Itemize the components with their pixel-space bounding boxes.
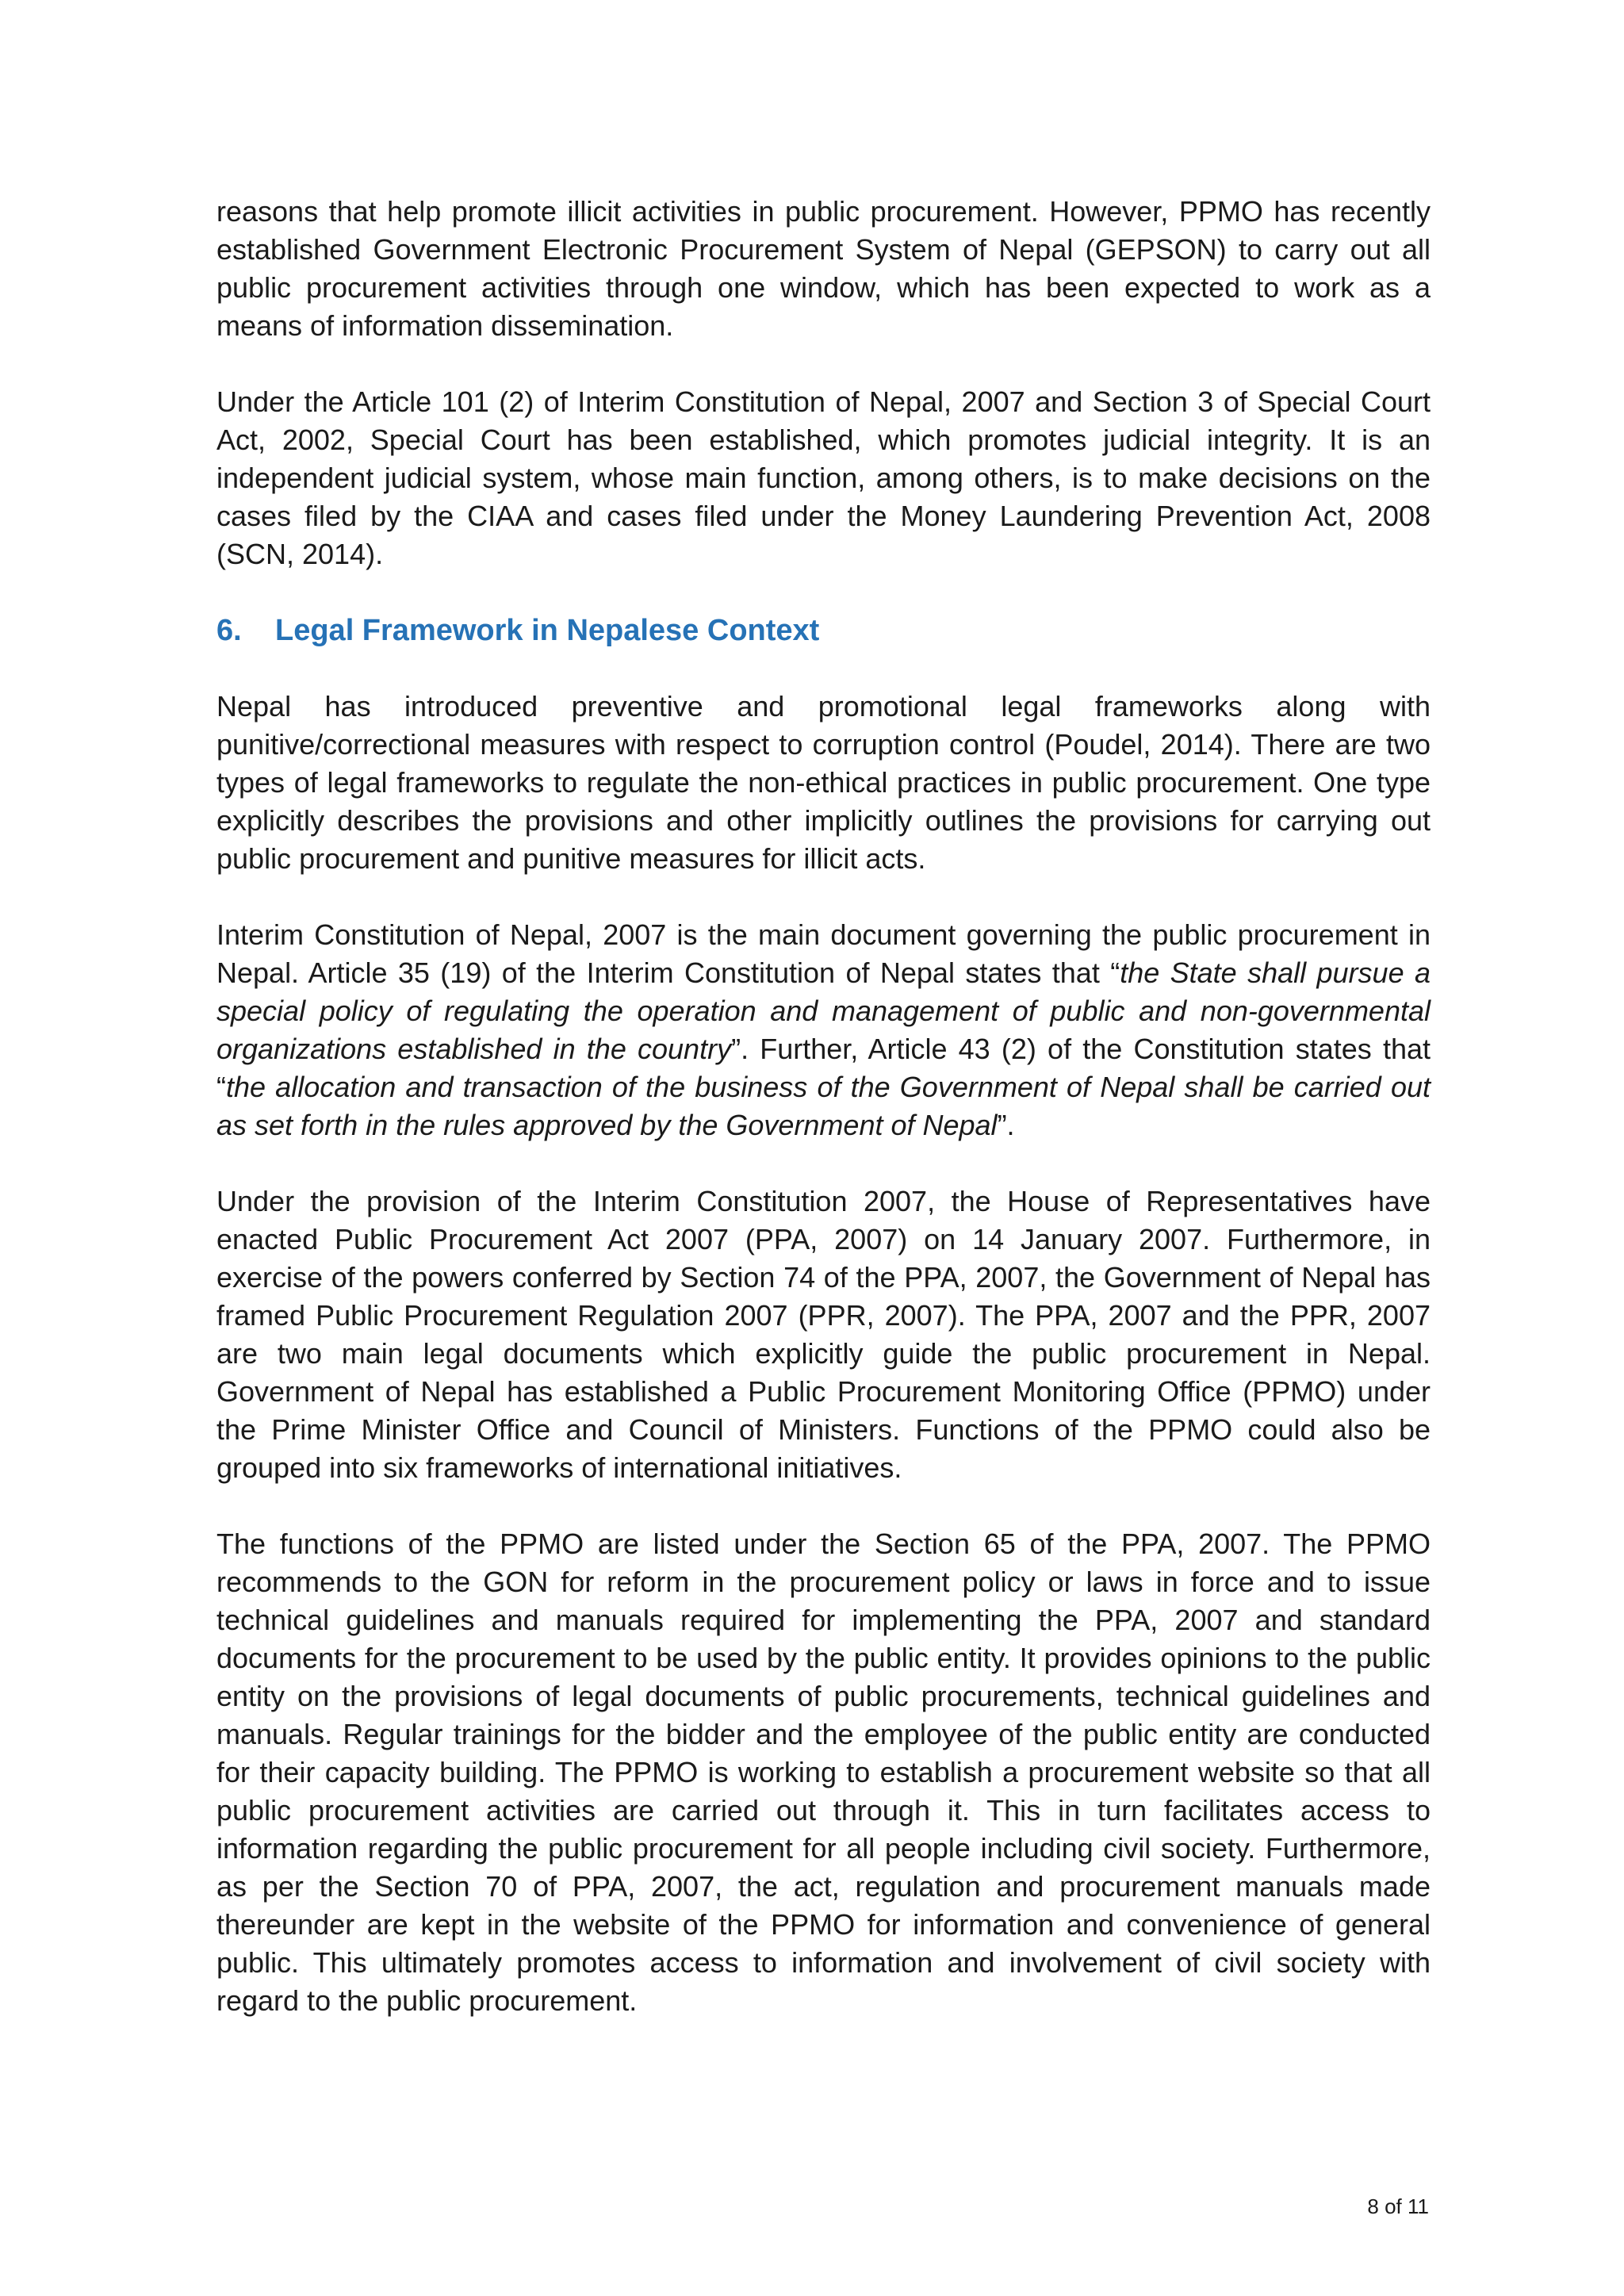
paragraph-gepson: reasons that help promote illicit activities in public procurement. However, PPMO has recently established Government Electronic Procurement System of Nepal (GEPSON) to carry out all public procurement activities through one window, which has been expected to work as a means of information dissemination. — [216, 195, 1431, 342]
paragraph-legal-frameworks: Nepal has introduced preventive and promotional legal frameworks along with punitive/correctional measures with respect to corruption control (Poudel, 2014). There are two types of legal frameworks to regulate the non-ethical practices in public procurement. One type explicitly describes the provisions and other implicitly outlines the provisions for carrying out public procurement and punitive measures for illicit acts. — [216, 690, 1431, 875]
section-number: 6. — [216, 614, 242, 647]
paragraph-ppmo-functions: The functions of the PPMO are listed under the Section 65 of the PPA, 2007. The PPMO recommends to the GON for reform in the procurement policy or laws in force and to issue technical guidelines and manuals required for implementing the PPA, 2007 and standard documents for the procurement to be used by the public entity. It provides opinions to the public entity on the provisions of legal documents of public procurements, technical guidelines and manuals. Regular trainings for the bidder and the employee of the public entity are conducted for their capacity building. The PPMO is working to establish a procurement website so that all public procurement activities are carried out through it. This in turn facilitates access to information regarding the public procurement for all people including civil society. Furthermore, as per the Section 70 of PPA, 2007, the act, regulation and procurement manuals made thereunder are kept in the website of the PPMO for information and convenience of general public. This ultimately promotes access to information and involvement of civil society with regard to the public procurement. — [216, 1527, 1431, 2017]
article-43-quote: the allocation and transaction of the business of the Government of Nepal shall be carried out as set forth in the rules approved by the Government of Nepal — [216, 1071, 1431, 1141]
constitution-text-2: ”. Further, Article 43 (2) of the Constitution states that “ — [216, 1033, 1431, 1103]
page-number: 8 of 11 — [1367, 2194, 1429, 2218]
constitution-text-3: ”. — [997, 1109, 1015, 1141]
constitution-text-1: Interim Constitution of Nepal, 2007 is the main document governing the public procurement in Nepal. Article 35 (19) of the Interim Constitution of Nepal states that “ — [216, 918, 1431, 989]
section-heading — [216, 611, 1431, 650]
section-title: Legal Framework in Nepalese Context — [275, 614, 820, 647]
paragraph-interim-constitution — [216, 916, 1431, 1144]
paragraph-special-court: Under the Article 101 (2) of Interim Constitution of Nepal, 2007 and Section 3 of Special Court Act, 2002, Special Court has been established, which promotes judicial integrity. It is an independent judicial system, whose main function, among others, is to make decisions on the cases filed by the CIAA and cases filed under the Money Laundering Prevention Act, 2008 (SCN, 2014). — [216, 385, 1431, 570]
article-35-quote: the State shall pursue a special policy of regulating the operation and management of public and non-governmental organizations established in the country — [216, 956, 1431, 1065]
document-body — [216, 193, 1431, 2058]
paragraph-ppa-ppr: Under the provision of the Interim Constitution 2007, the House of Representatives have enacted Public Procurement Act 2007 (PPA, 2007) on 14 January 2007. Furthermore, in exercise of the powers conferred by Section 74 of the PPA, 2007, the Government of Nepal has framed Public Procurement Regulation 2007 (PPR, 2007). The PPA, 2007 and the PPR, 2007 are two main legal documents which explicitly guide the public procurement in Nepal. Government of Nepal has established a Public Procurement Monitoring Office (PPMO) under the Prime Minister Office and Council of Ministers. Functions of the PPMO could also be grouped into six frameworks of international initiatives. — [216, 1185, 1431, 1484]
